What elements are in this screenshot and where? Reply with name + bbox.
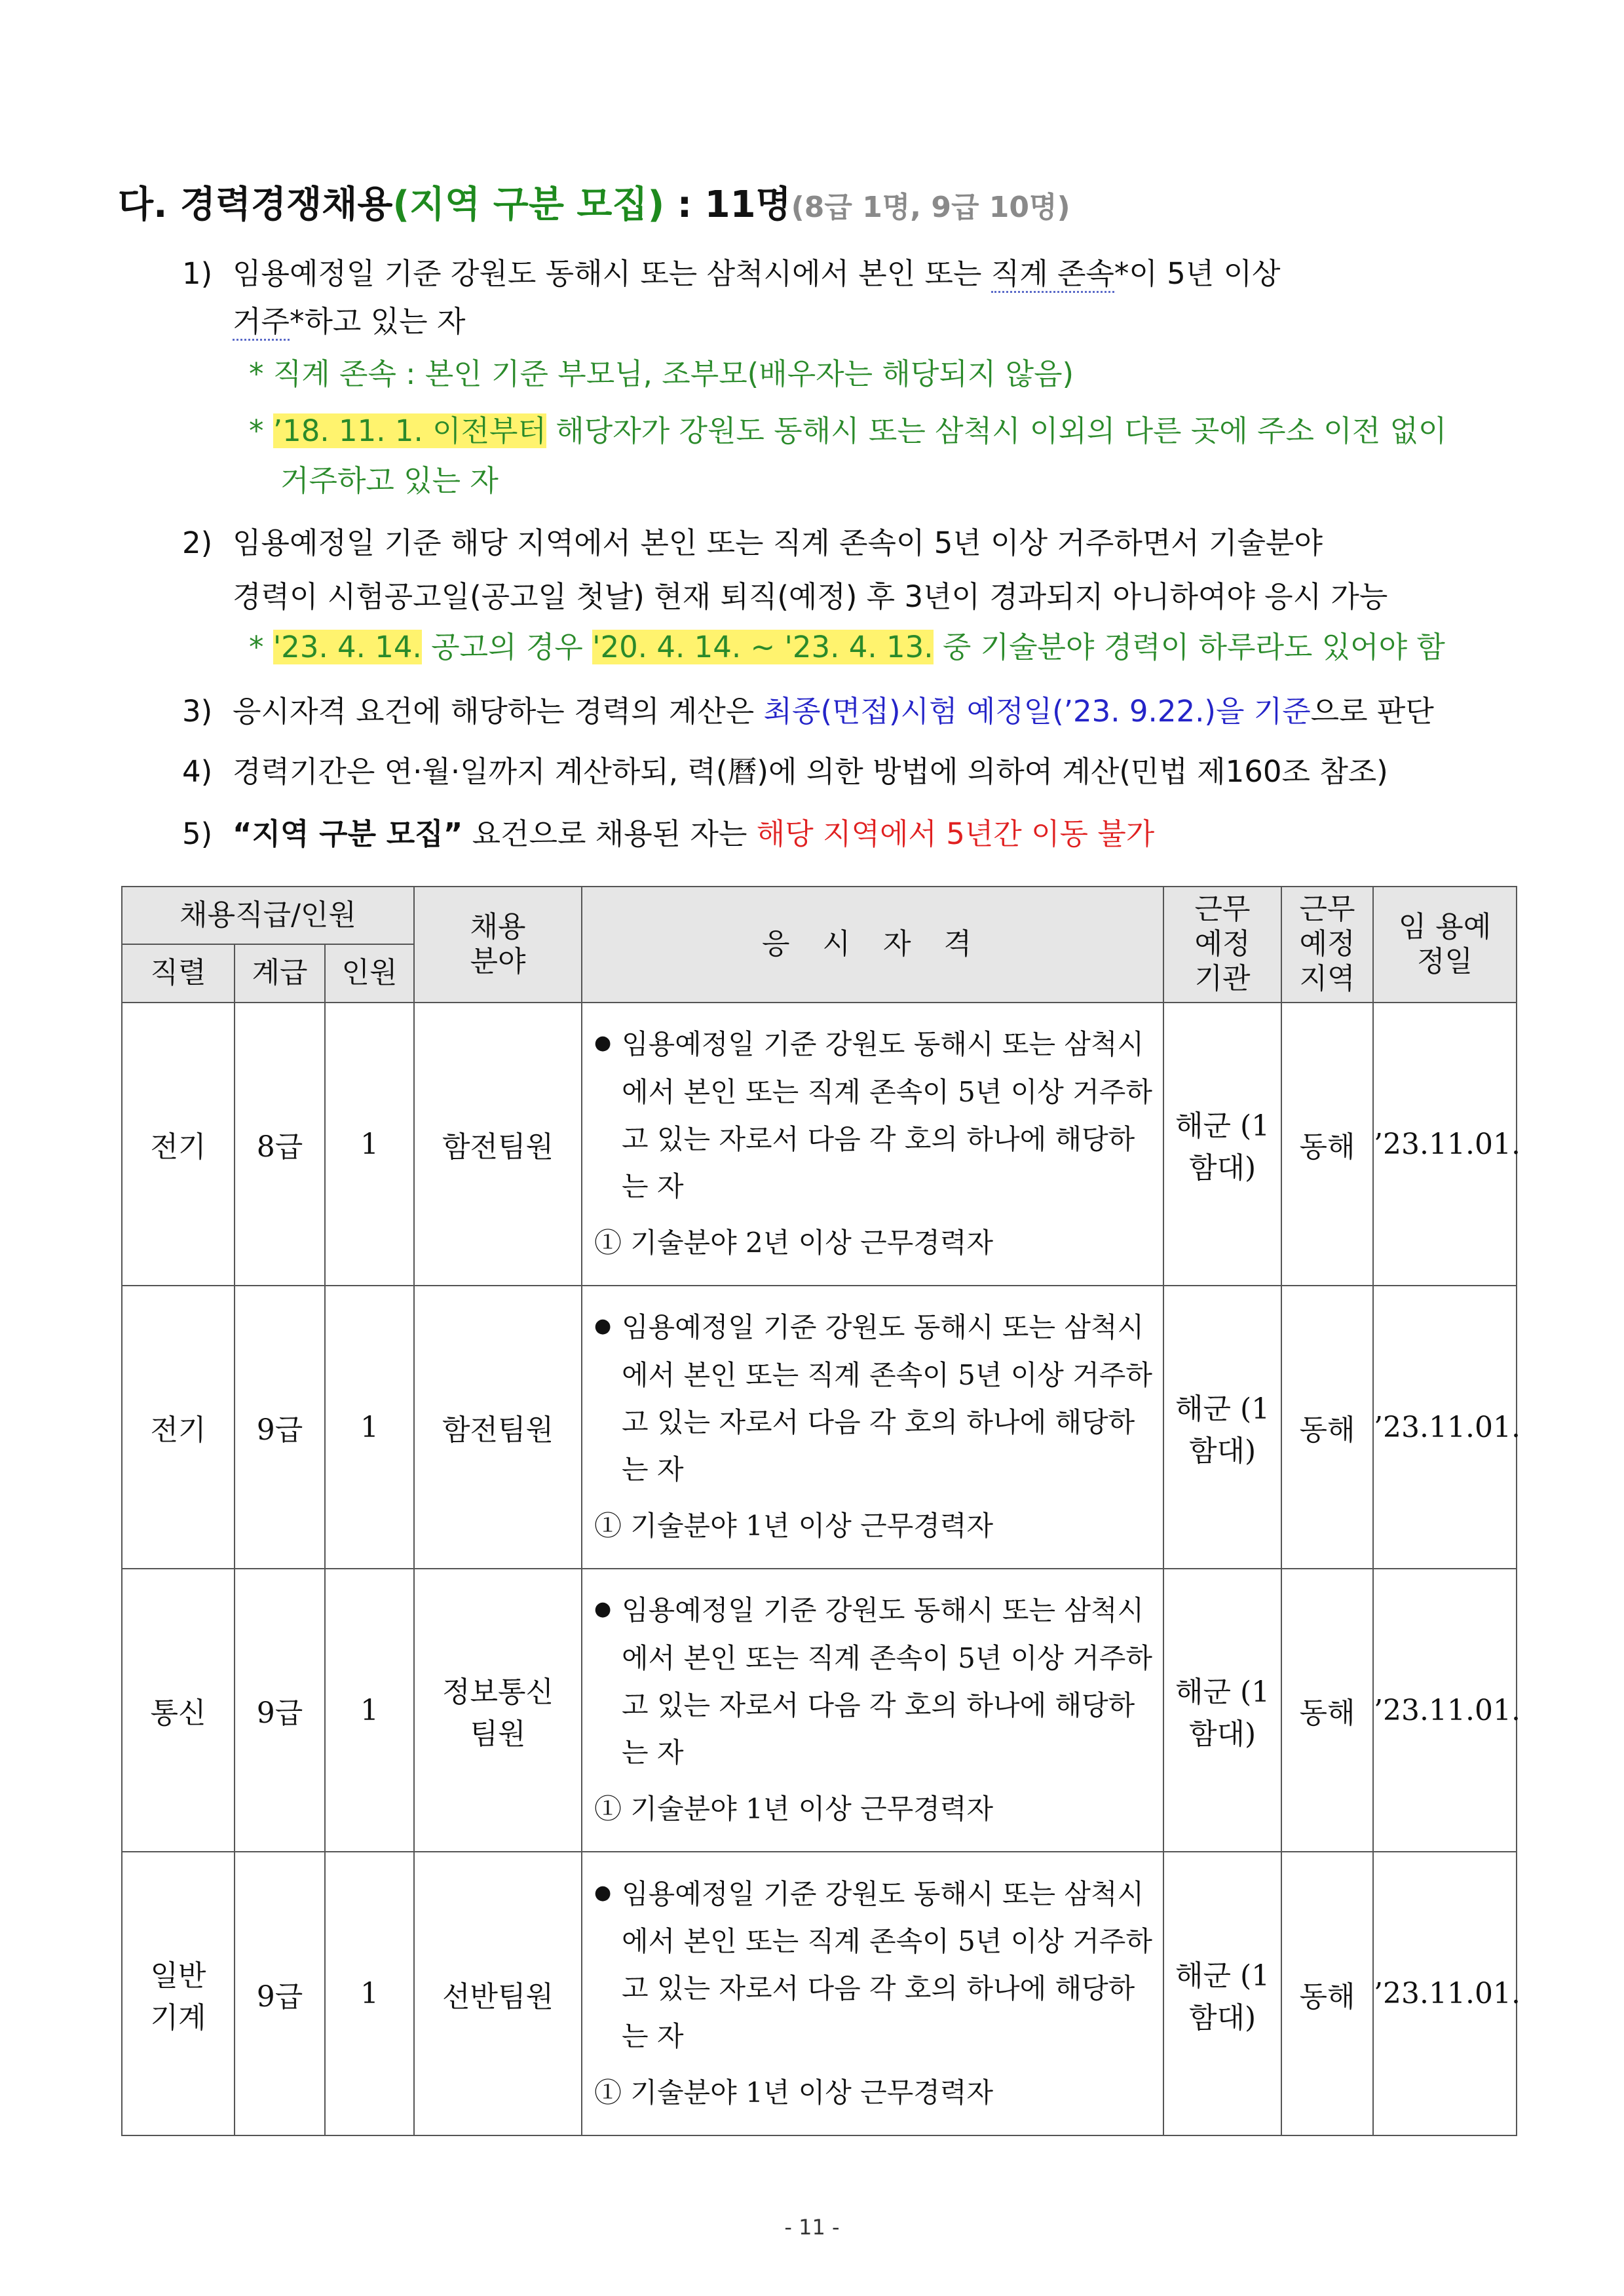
- header-position-count: 채용직급/인원: [122, 887, 414, 944]
- cell-qualification: ● 임용예정일 기준 강원도 동해시 또는 삼척시에서 본인 또는 직계 존속이 5년 이상 거주하고 있는 자로서 다음 각 호의 하나에 해당하는 자 ① 기술분야 1년 이상 근무경력자: [582, 1852, 1163, 2135]
- title-count: : 11명: [664, 183, 791, 226]
- cell-grade: 8급: [235, 1003, 325, 1286]
- cell-count: 1: [325, 1852, 414, 2135]
- item-2-line2: 경력이 시험공고일(공고일 첫날) 현재 퇴직(예정) 후 3년이 경과되지 아니하여야 응시 가능: [233, 579, 1388, 614]
- cell-rank: 전기: [122, 1286, 235, 1569]
- cell-agency: 해군 (1함대): [1163, 1286, 1281, 1569]
- cell-qualification: ● 임용예정일 기준 강원도 동해시 또는 삼척시에서 본인 또는 직계 존속이 5년 이상 거주하고 있는 자로서 다음 각 호의 하나에 해당하는 자 ① 기술분야 1년 이상 근무경력자: [582, 1569, 1163, 1852]
- item-1-number: 1): [182, 256, 213, 291]
- bullet-icon: ●: [594, 1881, 612, 1904]
- header-appointment-date: 임 용예정일: [1373, 887, 1517, 1003]
- cell-region: 동해: [1281, 1286, 1373, 1569]
- cell-date: ’23.11.01.: [1373, 1286, 1517, 1569]
- cell-agency: 해군 (1함대): [1163, 1003, 1281, 1286]
- section-title: [118, 183, 1070, 226]
- table-row: [122, 1569, 1517, 1852]
- item-1-note2: * ’18. 11. 1. 이전부터 해당자가 강원도 동해시 또는 삼척시 이외의 다른 곳에 주소 이전 없이: [249, 413, 1447, 448]
- item-2-line1: 임용예정일 기준 해당 지역에서 본인 또는 직계 존속이 5년 이상 거주하면서 기술분야: [233, 526, 1323, 560]
- table-row: [122, 1852, 1517, 2135]
- table-row: [122, 1003, 1517, 1286]
- title-breakdown: (8급 1명, 9급 10명): [791, 191, 1070, 224]
- page-number: - 11 -: [784, 2215, 840, 2240]
- bullet-icon: ●: [594, 1314, 612, 1338]
- header-rank: 직렬: [122, 944, 235, 1003]
- cell-field: 선반팀원: [414, 1852, 582, 2135]
- bullet-icon: ●: [594, 1031, 612, 1055]
- item-5-text: “지역 구분 모집” 요건으로 채용된 자는 해당 지역에서 5년간 이동 불가: [233, 816, 1155, 851]
- header-count: 인원: [325, 944, 414, 1003]
- cell-grade: 9급: [235, 1852, 325, 2135]
- item-3-number: 3): [182, 694, 213, 729]
- item-2-number: 2): [182, 526, 213, 560]
- cell-region: 동해: [1281, 1569, 1373, 1852]
- cell-count: 1: [325, 1003, 414, 1286]
- cell-field: 정보통신 팀원: [414, 1569, 582, 1852]
- item-1-note2-line2: 거주하고 있는 자: [280, 463, 499, 498]
- header-qualification: 응 시 자 격: [582, 887, 1163, 1003]
- cell-grade: 9급: [235, 1569, 325, 1852]
- cell-agency: 해군 (1함대): [1163, 1852, 1281, 2135]
- cell-date: ’23.11.01.: [1373, 1569, 1517, 1852]
- cell-region: 동해: [1281, 1003, 1373, 1286]
- cell-date: ’23.11.01.: [1373, 1852, 1517, 2135]
- item-1-line1: 임용예정일 기준 강원도 동해시 또는 삼척시에서 본인 또는 직계 존속*이 5년 이상: [233, 257, 1281, 291]
- cell-rank: 일반 기계: [122, 1852, 235, 2135]
- cell-qualification: ● 임용예정일 기준 강원도 동해시 또는 삼척시에서 본인 또는 직계 존속이 5년 이상 거주하고 있는 자로서 다음 각 호의 하나에 해당하는 자 ① 기술분야 2년 이상 근무경력자: [582, 1003, 1163, 1286]
- header-grade: 계급: [235, 944, 325, 1003]
- item-4-text: 경력기간은 연·월·일까지 계산하되, 력(曆)에 의한 방법에 의하여 계산(민법 제160조 참조): [233, 754, 1388, 789]
- cell-rank: 통신: [122, 1569, 235, 1852]
- cell-grade: 9급: [235, 1286, 325, 1569]
- title-prefix: 다. 경력경쟁채용: [118, 183, 393, 226]
- item-1-note1: * 직계 존속 : 본인 기준 부모님, 조부모(배우자는 해당되지 않음): [249, 356, 1074, 391]
- cell-region: 동해: [1281, 1852, 1373, 2135]
- item-2-note: * '23. 4. 14. 공고의 경우 '20. 4. 14. ~ '23. 4. 13. 중 기술분야 경력이 하루라도 있어야 함: [249, 630, 1445, 664]
- header-field: 채용분야: [414, 887, 582, 1003]
- cell-agency: 해군 (1함대): [1163, 1569, 1281, 1852]
- cell-date: ’23.11.01.: [1373, 1003, 1517, 1286]
- bullet-icon: ●: [594, 1598, 612, 1621]
- cell-field: 함전팀원: [414, 1286, 582, 1569]
- title-green: (지역 구분 모집): [392, 183, 665, 226]
- item-4-number: 4): [182, 754, 213, 789]
- cell-qualification: ● 임용예정일 기준 강원도 동해시 또는 삼척시에서 본인 또는 직계 존속이 5년 이상 거주하고 있는 자로서 다음 각 호의 하나에 해당하는 자 ① 기술분야 1년 이상 근무경력자: [582, 1286, 1163, 1569]
- item-3-text: 응시자격 요건에 해당하는 경력의 계산은 최종(면접)시험 예정일(’23. 9.22.)을 기준으로 판단: [233, 694, 1434, 729]
- item-5-number: 5): [182, 816, 213, 851]
- table-row: [122, 1286, 1517, 1569]
- header-agency: 근무예정기관: [1163, 887, 1281, 1003]
- cell-rank: 전기: [122, 1003, 235, 1286]
- cell-count: 1: [325, 1569, 414, 1852]
- cell-count: 1: [325, 1286, 414, 1569]
- header-region: 근무예정지역: [1281, 887, 1373, 1003]
- cell-field: 함전팀원: [414, 1003, 582, 1286]
- recruitment-table: [121, 886, 1520, 2136]
- item-1-line2: 거주*하고 있는 자: [233, 305, 465, 339]
